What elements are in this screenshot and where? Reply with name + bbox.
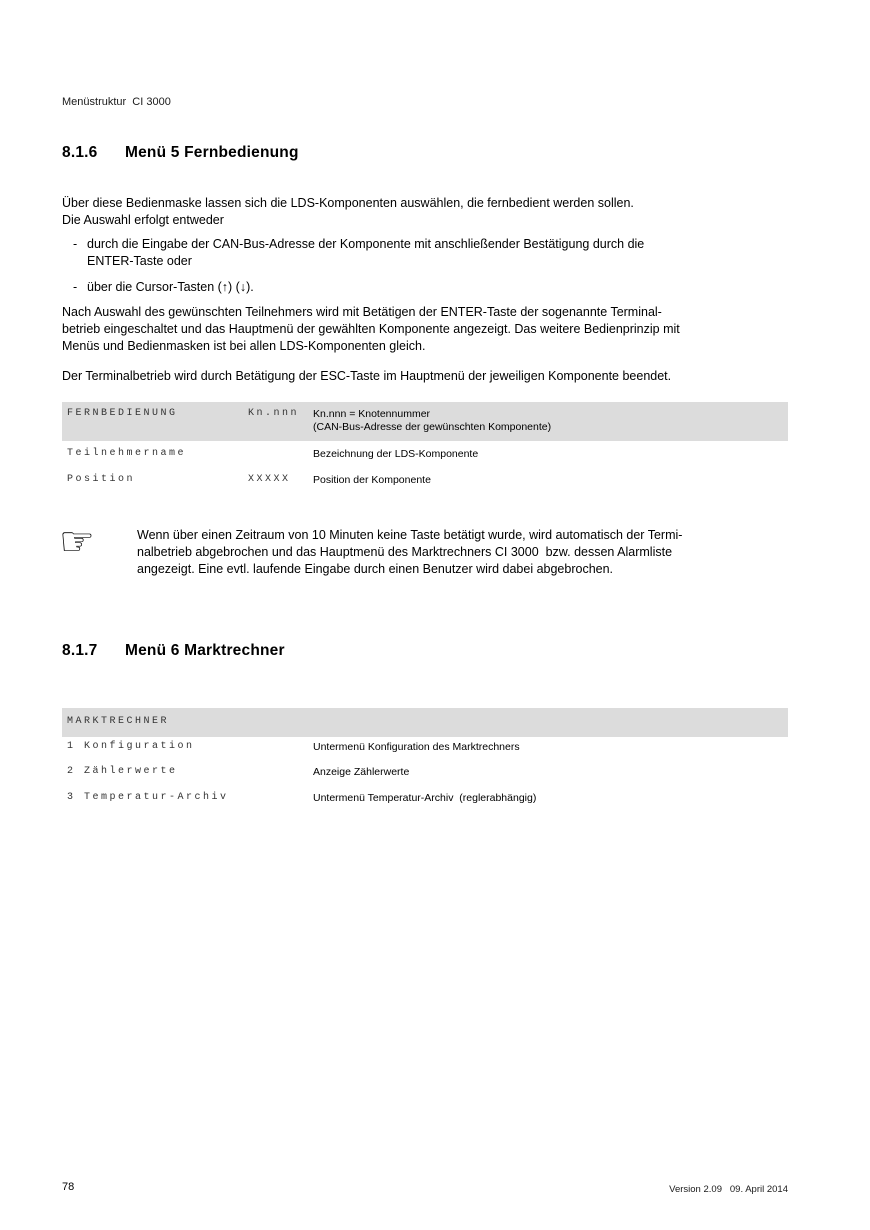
table-row <box>62 448 788 461</box>
section-number: 8.1.6 <box>62 144 98 161</box>
note-timeout <box>137 527 797 578</box>
intro-line: Die Auswahl erfolgt entweder <box>62 213 224 227</box>
page-header: Menüstruktur CI 3000 <box>62 96 171 108</box>
screen-value: XXXXX <box>248 474 291 485</box>
pointing-hand-icon: ☞ <box>59 520 95 564</box>
bullet-line: durch die Eingabe der CAN-Bus-Adresse der Komponente mit anschließender Bestätigung durch die <box>87 237 645 251</box>
screen-label: FERNBEDIENUNG <box>67 408 178 419</box>
description-line: (CAN-Bus-Adresse der gewünschten Komponente) <box>313 421 552 433</box>
section-title: Menü 6 Marktrechner <box>125 642 285 659</box>
screen-label: Teilnehmername <box>67 448 187 459</box>
paragraph-line: Der Terminalbetrieb wird durch Betätigung der ESC-Taste im Hauptmenü der jeweiligen Komponente beendet. <box>62 369 672 383</box>
bullet-line: über die Cursor-Tasten (↑) (↓). <box>87 280 254 294</box>
note-line: nalbetrieb abgebrochen und das Hauptmenü des Marktrechners CI 3000 bzw. dessen Alarmliste <box>137 545 673 559</box>
version-info: Version 2.09 09. April 2014 <box>669 1184 788 1195</box>
section-heading-marktrechner <box>62 642 285 660</box>
screen-label: 3 Temperatur-Archiv <box>67 792 229 803</box>
table-marktrechner <box>62 708 788 813</box>
paragraph-line: Nach Auswahl des gewünschten Teilnehmers wird mit Betätigen der ENTER-Taste der sogenannte Terminal- <box>62 305 662 319</box>
paragraph-terminalbetrieb <box>62 304 680 355</box>
table-row <box>62 792 788 805</box>
table-fernbedienung <box>62 402 788 497</box>
screen-label: 2 Zählerwerte <box>67 766 178 777</box>
section-heading-fernbedienung <box>62 144 299 162</box>
table-header-row <box>62 402 788 441</box>
description: Anzeige Zählerwerte <box>313 766 410 778</box>
bullet-item-cursor-tasten <box>73 279 254 296</box>
paragraph-line: betrieb eingeschaltet und das Hauptmenü der gewählten Komponente angezeigt. Das weitere Bedienprinzip mit <box>62 322 680 336</box>
paragraph-line: Menüs und Bedienmasken ist bei allen LDS-Komponenten gleich. <box>62 339 426 353</box>
intro-line: Über diese Bedienmaske lassen sich die LDS-Komponenten auswählen, die fernbedient werden sollen. <box>62 196 634 210</box>
screen-label: 1 Konfiguration <box>67 741 195 752</box>
table-row <box>62 474 788 487</box>
screen-label: Position <box>67 474 136 485</box>
intro-paragraph <box>62 195 634 229</box>
screen-value <box>248 448 313 461</box>
bullet-marker: - <box>73 237 78 251</box>
bullet-item-can-adresse <box>73 236 644 270</box>
table-row <box>62 741 788 754</box>
page-number: 78 <box>62 1181 75 1193</box>
description: Position der Komponente <box>313 474 431 486</box>
screen-value: Kn.nnn <box>248 408 300 419</box>
table-row <box>62 766 788 779</box>
table-header-row <box>62 708 788 737</box>
description: Bezeichnung der LDS-Komponente <box>313 448 479 460</box>
note-line: Wenn über einen Zeitraum von 10 Minuten keine Taste betätigt wurde, wird automatisch der Termi- <box>137 528 683 542</box>
section-title: Menü 5 Fernbedienung <box>125 144 299 161</box>
screen-label: MARKTRECHNER <box>67 716 170 727</box>
bullet-marker: - <box>73 280 78 294</box>
bullet-line: ENTER-Taste oder <box>87 254 192 268</box>
paragraph-esc-taste <box>62 368 671 385</box>
note-line: angezeigt. Eine evtl. laufende Eingabe durch einen Benutzer wird dabei abgebrochen. <box>137 562 614 576</box>
description: Untermenü Temperatur-Archiv (reglerabhängig) <box>313 792 537 804</box>
section-number: 8.1.7 <box>62 642 98 659</box>
description: Untermenü Konfiguration des Marktrechners <box>313 741 520 753</box>
description-line: Kn.nnn = Knotennummer <box>313 408 431 420</box>
